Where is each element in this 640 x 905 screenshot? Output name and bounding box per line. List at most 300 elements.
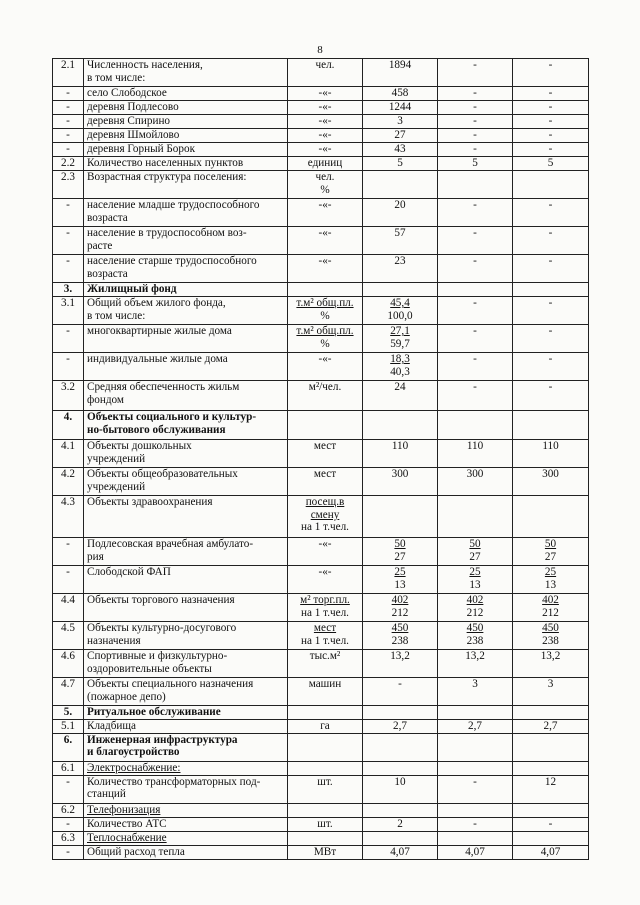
cell-line: - (398, 678, 402, 690)
indicator-name (84, 817, 288, 831)
cell-line: 13,2 (540, 650, 561, 662)
cell-line: Объекты общеобразовательных (87, 468, 238, 480)
cell-line: село Слободское (87, 87, 167, 99)
cell-line: 25 (469, 566, 481, 578)
cell-line: м² торг.пл. (300, 594, 350, 606)
unit-cell (288, 143, 363, 157)
indicator-name (84, 678, 288, 706)
row-number: 3. (53, 283, 84, 297)
cell-line: 110 (466, 440, 484, 452)
row-number: 2.3 (53, 171, 84, 199)
table-row (53, 761, 589, 775)
cell-line: 2,7 (393, 719, 407, 732)
indicator-name (84, 87, 288, 101)
indicator-name (84, 650, 288, 678)
row-number: 6.3 (53, 831, 84, 845)
unit-cell (288, 566, 363, 594)
cell-line: 18,3 (390, 353, 410, 365)
cell-line: деревня Спирино (87, 115, 171, 127)
indicator-name (84, 594, 288, 622)
row-number: - (53, 566, 84, 594)
value-first-stage (438, 496, 513, 538)
cell-line: 50 (469, 538, 481, 550)
table-row (53, 325, 589, 353)
cell-line: 27 (394, 129, 406, 141)
cell-line: % (320, 309, 330, 322)
value-first-stage (438, 622, 513, 650)
value-first-stage (438, 845, 513, 859)
cell-line: Количество трансформаторных под- (87, 775, 261, 788)
cell-line: 402 (391, 594, 409, 606)
indicator-name (84, 803, 288, 817)
cell-line: на 1 т.чел. (301, 634, 349, 647)
value-estimated (513, 650, 589, 678)
table-row (53, 353, 589, 381)
table-row (53, 171, 589, 199)
cell-line: Численность населения, (87, 59, 203, 71)
value-first-stage (438, 87, 513, 101)
unit-cell (288, 59, 363, 87)
unit-cell (288, 297, 363, 325)
cell-line: 110 (542, 440, 559, 452)
value-first-stage (438, 468, 513, 496)
value-current (363, 283, 438, 297)
unit-cell (288, 706, 363, 720)
value-current (363, 297, 438, 325)
row-number: - (53, 775, 84, 803)
value-current (363, 353, 438, 381)
table-row (53, 803, 589, 817)
value-estimated (513, 353, 589, 381)
cell-line: Объекты социального и культур- (87, 411, 257, 423)
cell-line: 25 (544, 566, 557, 578)
cell-line: шт. (317, 817, 333, 830)
value-estimated (513, 171, 589, 199)
value-first-stage (438, 143, 513, 157)
row-number: 4.4 (53, 594, 84, 622)
table-row (53, 706, 589, 720)
cell-line: тыс.м² (309, 650, 341, 662)
cell-line: - (548, 115, 553, 127)
value-current (363, 761, 438, 775)
indicator-name (84, 143, 288, 157)
value-current (363, 817, 438, 831)
value-first-stage (438, 594, 513, 622)
cell-line: Телефонизация (87, 803, 161, 816)
cell-line: 50 (394, 538, 406, 550)
value-first-stage (438, 157, 513, 171)
value-estimated (513, 411, 589, 440)
indicator-name (84, 761, 288, 775)
cell-line: 1894 (388, 59, 412, 71)
value-first-stage (438, 227, 513, 255)
value-current (363, 157, 438, 171)
cell-line: Объекты специального назначения (87, 678, 254, 690)
cell-line: МВт (313, 845, 337, 858)
cell-line: - (548, 227, 553, 239)
cell-line: назначения (87, 634, 141, 647)
indicator-name (84, 157, 288, 171)
table-row (53, 440, 589, 468)
cell-line: -«- (318, 199, 332, 211)
cell-line: - (548, 199, 553, 211)
cell-line: 2,7 (543, 719, 558, 732)
unit-cell (288, 817, 363, 831)
cell-line: -«- (318, 255, 332, 267)
table-row (53, 678, 589, 706)
unit-cell (288, 468, 363, 496)
cell-line: оздоровительные объекты (87, 662, 212, 675)
cell-line: Количество населенных пунктов (87, 157, 244, 169)
unit-cell (288, 845, 363, 859)
cell-line: 12 (544, 775, 557, 788)
cell-line: - (548, 381, 553, 393)
cell-line: 57 (394, 227, 406, 239)
cell-line: - (473, 101, 477, 113)
value-estimated (513, 719, 589, 733)
table-row (53, 496, 589, 538)
cell-line: -«- (318, 129, 332, 141)
row-number: 6.2 (53, 803, 84, 817)
indicator-name (84, 566, 288, 594)
row-number: - (53, 87, 84, 101)
value-estimated (513, 831, 589, 845)
cell-line: -«- (318, 143, 332, 155)
cell-line: % (320, 183, 330, 196)
cell-line: 45,4 (390, 297, 410, 309)
cell-line: т.м² общ.пл. (296, 325, 354, 337)
table-row (53, 622, 589, 650)
indicator-name (84, 255, 288, 283)
value-first-stage (438, 719, 513, 733)
cell-line: 4,07 (540, 845, 561, 858)
table-row (53, 129, 589, 143)
cell-line: чел. (315, 171, 335, 183)
row-number: 4. (53, 411, 84, 440)
unit-cell (288, 803, 363, 817)
cell-line: многоквартирные жилые дома (87, 325, 232, 337)
unit-cell (288, 381, 363, 411)
cell-line: - (548, 297, 553, 309)
cell-line: мест (313, 622, 337, 634)
value-current (363, 440, 438, 468)
cell-line: 458 (391, 87, 409, 99)
cell-line: - (473, 227, 477, 239)
indicator-name (84, 411, 288, 440)
indicator-name (84, 706, 288, 720)
cell-line: посещ.в (305, 496, 345, 508)
page-number: 8 (317, 44, 323, 56)
cell-line: - (548, 353, 553, 365)
table-row (53, 101, 589, 115)
value-estimated (513, 59, 589, 87)
indicator-name (84, 101, 288, 115)
value-current (363, 845, 438, 859)
cell-line: га (320, 719, 330, 732)
cell-line: единиц (307, 157, 343, 169)
unit-cell (288, 538, 363, 566)
cell-line: Инженерная инфраструктура (87, 733, 238, 746)
unit-cell (288, 157, 363, 171)
value-first-stage (438, 101, 513, 115)
table-row (53, 199, 589, 227)
unit-cell (288, 227, 363, 255)
cell-line: % (320, 337, 330, 350)
value-first-stage (438, 566, 513, 594)
cell-line: и благоустройство (87, 746, 180, 759)
value-estimated (513, 143, 589, 157)
table-row (53, 157, 589, 171)
value-current (363, 171, 438, 199)
unit-cell (288, 199, 363, 227)
cell-line: 100,0 (387, 309, 413, 322)
cell-line: - (548, 129, 553, 141)
value-estimated (513, 803, 589, 817)
table-row (53, 817, 589, 831)
value-first-stage (438, 733, 513, 761)
value-current (363, 87, 438, 101)
unit-cell (288, 115, 363, 129)
cell-line: Теплоснабжение (87, 831, 167, 844)
indicator-name (84, 283, 288, 297)
cell-line: 450 (466, 622, 484, 634)
row-number: 2.1 (53, 59, 84, 87)
cell-line: 27 (394, 550, 406, 563)
unit-cell (288, 101, 363, 115)
indicator-name (84, 845, 288, 859)
cell-line: возраста (87, 211, 128, 224)
value-current (363, 650, 438, 678)
indicator-name (84, 381, 288, 411)
value-estimated (513, 538, 589, 566)
unit-cell (288, 831, 363, 845)
indicator-name (84, 719, 288, 733)
value-current (363, 143, 438, 157)
cell-line: т.м² общ.пл. (296, 297, 354, 309)
cell-line: 5 (547, 157, 554, 169)
row-number: - (53, 255, 84, 283)
row-number: - (53, 353, 84, 381)
cell-line: - (548, 59, 553, 71)
value-current (363, 129, 438, 143)
table-row (53, 775, 589, 803)
unit-cell (288, 594, 363, 622)
cell-line: мест (313, 468, 337, 480)
cell-line: деревня Шмойлово (87, 129, 180, 141)
row-number: 4.2 (53, 468, 84, 496)
value-estimated (513, 845, 589, 859)
row-number: - (53, 101, 84, 115)
cell-line: - (548, 143, 553, 155)
value-estimated (513, 381, 589, 411)
value-estimated (513, 297, 589, 325)
value-current (363, 566, 438, 594)
cell-line: - (473, 775, 477, 788)
value-first-stage (438, 199, 513, 227)
value-estimated (513, 566, 589, 594)
table-row (53, 831, 589, 845)
value-first-stage (438, 817, 513, 831)
row-number: 4.3 (53, 496, 84, 538)
value-estimated (513, 101, 589, 115)
value-current (363, 255, 438, 283)
cell-line: 3 (472, 678, 478, 690)
cell-line: 450 (391, 622, 409, 634)
cell-line: - (473, 129, 477, 141)
cell-line: Общий объем жилого фонда, (87, 297, 226, 309)
cell-line: 13 (544, 578, 557, 591)
cell-line: - (473, 353, 477, 365)
indicator-name (84, 227, 288, 255)
cell-line: - (548, 817, 553, 830)
cell-line: шт. (317, 775, 333, 788)
indicator-name (84, 129, 288, 143)
table-row (53, 255, 589, 283)
value-current (363, 101, 438, 115)
value-estimated (513, 594, 589, 622)
unit-cell (288, 87, 363, 101)
cell-line: 238 (466, 634, 484, 647)
cell-line: - (473, 817, 477, 830)
row-number: - (53, 227, 84, 255)
table-row (53, 283, 589, 297)
table-row (53, 594, 589, 622)
row-number: - (53, 538, 84, 566)
cell-line: 43 (394, 143, 406, 155)
cell-line: 450 (542, 622, 559, 634)
cell-line: машин (308, 678, 342, 690)
cell-line: -«- (318, 353, 332, 365)
cell-line: 13 (469, 578, 481, 591)
value-first-stage (438, 381, 513, 411)
value-first-stage (438, 59, 513, 87)
value-estimated (513, 468, 589, 496)
value-estimated (513, 87, 589, 101)
cell-line: рия (87, 550, 104, 563)
cell-line: - (473, 325, 477, 337)
indicator-name (84, 622, 288, 650)
cell-line: -«- (318, 566, 332, 578)
value-current (363, 468, 438, 496)
cell-line: население в трудоспособном воз- (87, 227, 247, 239)
cell-line: Объекты здравоохранения (87, 496, 213, 508)
value-first-stage (438, 831, 513, 845)
value-estimated (513, 255, 589, 283)
row-number: - (53, 199, 84, 227)
unit-cell (288, 622, 363, 650)
cell-line: расте (87, 239, 113, 252)
cell-line: 27 (544, 550, 557, 563)
value-current (363, 381, 438, 411)
cell-line: 5 (397, 157, 403, 169)
unit-cell (288, 678, 363, 706)
cell-line: 13 (394, 578, 406, 591)
row-number: - (53, 325, 84, 353)
value-estimated (513, 129, 589, 143)
cell-line: (пожарное депо) (87, 690, 166, 703)
cell-line: -«- (318, 101, 332, 113)
cell-line: 2,7 (468, 719, 482, 732)
value-current (363, 775, 438, 803)
cell-line: Объекты торгового назначения (87, 594, 235, 606)
row-number: 4.1 (53, 440, 84, 468)
value-first-stage (438, 538, 513, 566)
value-estimated (513, 157, 589, 171)
cell-line: 25 (394, 566, 406, 578)
cell-line: 59,7 (390, 337, 410, 350)
cell-line: на 1 т.чел. (301, 521, 349, 534)
cell-line: Кладбища (87, 719, 136, 732)
cell-line: смену (310, 508, 340, 521)
table-row (53, 227, 589, 255)
value-first-stage (438, 297, 513, 325)
unit-cell (288, 440, 363, 468)
cell-line: 1244 (388, 101, 412, 113)
cell-line: - (473, 381, 477, 393)
indicator-name (84, 831, 288, 845)
value-current (363, 199, 438, 227)
value-estimated (513, 622, 589, 650)
value-current (363, 538, 438, 566)
cell-line: в том числе: (87, 71, 146, 84)
cell-line: 238 (542, 634, 559, 647)
table-row (53, 566, 589, 594)
cell-line: Общий расход тепла (87, 845, 185, 858)
cell-line: Объекты культурно-досугового (87, 622, 237, 634)
cell-line: -«- (318, 115, 332, 127)
value-first-stage (438, 411, 513, 440)
cell-line: Подлесовская врачебная амбулато- (87, 538, 254, 550)
indicator-name (84, 733, 288, 761)
value-first-stage (438, 706, 513, 720)
cell-line: Жилищный фонд (87, 283, 177, 295)
cell-line: учреждений (87, 452, 146, 465)
cell-line: - (473, 59, 477, 71)
value-current (363, 622, 438, 650)
cell-line: Спортивные и физкультурно- (87, 650, 228, 662)
row-number: - (53, 129, 84, 143)
cell-line: деревня Горный Борок (87, 143, 196, 155)
row-number: - (53, 143, 84, 157)
value-current (363, 411, 438, 440)
cell-line: Объекты дошкольных (87, 440, 192, 452)
value-first-stage (438, 650, 513, 678)
cell-line: возраста (87, 267, 128, 280)
value-estimated (513, 227, 589, 255)
indicator-name (84, 496, 288, 538)
value-first-stage (438, 255, 513, 283)
table-row (53, 59, 589, 87)
cell-line: 3 (547, 678, 554, 690)
cell-line: учреждений (87, 480, 146, 493)
cell-line: Слободской ФАП (87, 566, 171, 578)
row-number: 4.6 (53, 650, 84, 678)
value-current (363, 733, 438, 761)
cell-line: - (473, 115, 477, 127)
cell-line: Электроснабжение: (87, 761, 181, 774)
cell-line: -«- (318, 538, 332, 550)
cell-line: в том числе: (87, 309, 146, 322)
cell-line: - (548, 325, 553, 337)
value-first-stage (438, 129, 513, 143)
value-estimated (513, 440, 589, 468)
indicator-name (84, 775, 288, 803)
value-first-stage (438, 325, 513, 353)
cell-line: 5 (472, 157, 478, 169)
cell-line: Ритуальное обслуживание (87, 706, 221, 718)
indicator-name (84, 353, 288, 381)
cell-line: - (473, 297, 477, 309)
